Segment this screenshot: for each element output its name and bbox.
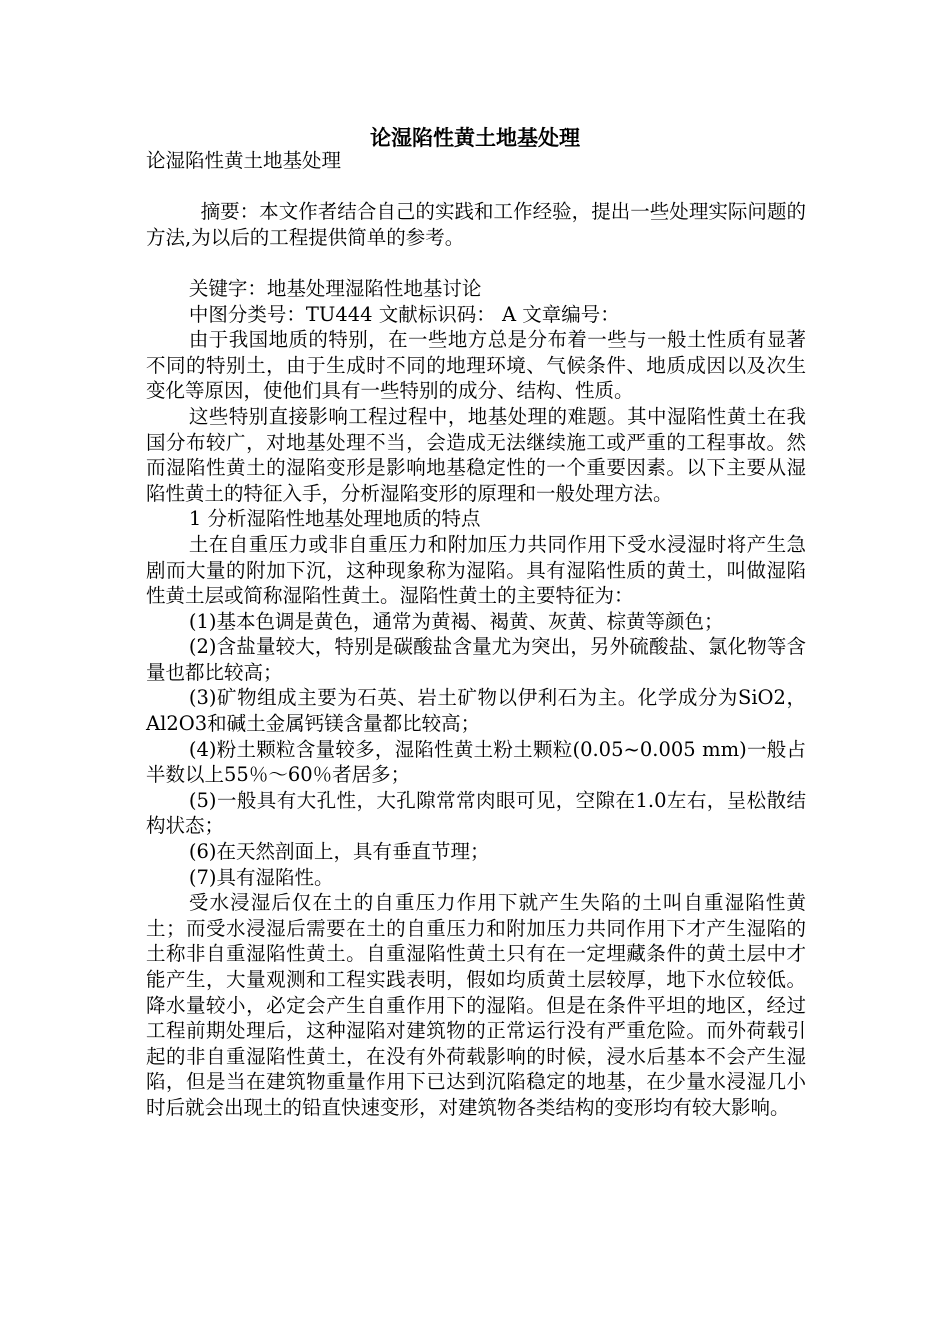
body-paragraph: 这些特别直接影响工程过程中，地基处理的难题。其中湿陷性黄土在我国分布较广，对地基处理不当，会造成无法继续施工或严重的工程事故。然而湿陷性黄土的湿陷变形是影响地基稳定性的一个重要因素。以下主要从湿陷性黄土的特征入手，分析湿陷变形的原理和一般处理方法。 <box>146 404 806 505</box>
keywords-line: 关键字：地基处理湿陷性地基讨论 <box>188 276 482 300</box>
body-paragraph: 土在自重压力或非自重压力和附加压力共同作用下受水浸湿时将产生急剧而大量的附加下沉，这种现象称为湿陷。具有湿陷性质的黄土，叫做湿陷性黄土层或简称湿陷性黄土。湿陷性黄土的主要特征为： <box>146 532 806 608</box>
section-heading: 1 分析湿陷性地基处理地质的特点 <box>188 507 481 531</box>
document-body <box>146 148 806 1121</box>
list-item: (2)含盐量较大，特别是碳酸盐含量尤为突出，另外硫酸盐、氯化物等含量也都比较高； <box>146 635 806 684</box>
classification-line: 中图分类号：TU444 文献标识码： A 文章编号： <box>188 302 620 326</box>
abstract-paragraph: 摘要：本文作者结合自己的实践和工作经验，提出一些处理实际问题的方法,为以后的工程提供简单的参考。 <box>146 200 806 249</box>
list-item: (7)具有湿陷性。 <box>188 865 334 889</box>
blank-line <box>146 174 806 200</box>
list-item: (5)一般具有大孔性，大孔隙常常肉眼可见，空隙在1.0左右，呈松散结构状态； <box>146 788 806 838</box>
list-item: (3)矿物组成主要为石英、岩土矿物以伊利石为主。化学成分为SiO2，Al2O3和碱土金属钙镁含量都比较高； <box>146 686 806 736</box>
body-paragraph: 由于我国地质的特别，在一些地方总是分布着一些与一般土性质有显著不同的特别土，由于生成时不同的地理环境、气候条件、地质成因以及次生变化等原因，使他们具有一些特别的成分、结构、性质。 <box>146 328 806 403</box>
document-subtitle: 论湿陷性黄土地基处理 <box>146 149 342 172</box>
body-paragraph: 受水浸湿后仅在土的自重压力作用下就产生失陷的土叫自重湿陷性黄土；而受水浸湿后需要在土的自重压力和附加压力共同作用下才产生湿陷的土称非自重湿陷性黄土。自重湿陷性黄土只有在一定埋藏条件的黄土层中才能产生，大量观测和工程实践表明，假如均质黄土层较厚，地下水位较低。降水量较小，必定会产生自重作用下的湿陷。但是在条件平坦的地区，经过工程前期处理后，这种湿陷对建筑物的正常运行没有严重危险。而外荷载引起的非自重湿陷性黄土，在没有外荷载影响的时候，浸水后基本不会产生湿陷，但是当在建筑物重量作用下已达到沉陷稳定的地基，在少量水浸湿几小时后就会出现土的铅直快速变形，对建筑物各类结构的变形均有较大影响。 <box>146 891 806 1119</box>
list-item: (4)粉土颗粒含量较多，湿陷性黄土粉土颗粒(0.05~0.005 mm)一般占半数以上55％～60％者居多； <box>146 737 806 787</box>
list-item: (6)在天然剖面上，具有垂直节理； <box>188 840 490 864</box>
blank-line <box>146 250 806 276</box>
document-title: 论湿陷性黄土地基处理 <box>370 125 580 150</box>
list-item: (1)基本色调是黄色，通常为黄褐、褐黄、灰黄、棕黄等颜色； <box>188 609 724 633</box>
